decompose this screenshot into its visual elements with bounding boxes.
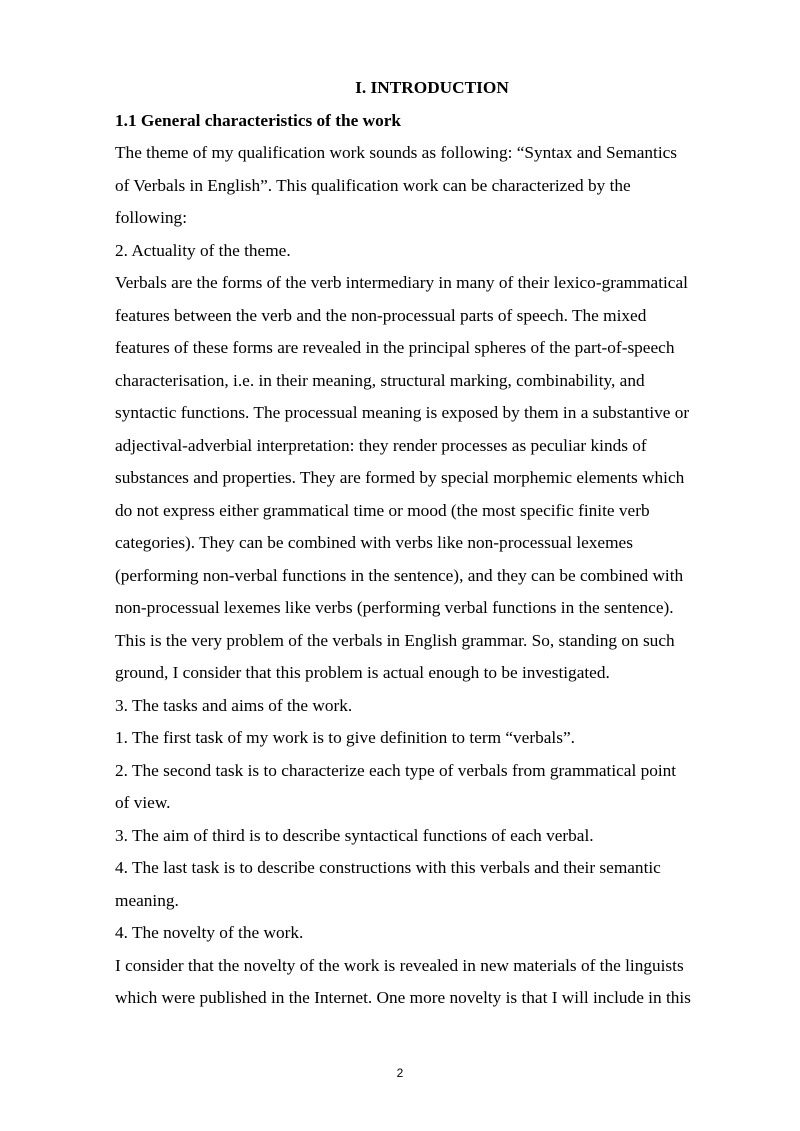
text-line: 1. The first task of my work is to give definition to term “verbals”. [115, 728, 575, 747]
text-line: syntactic functions. The processual meaning is exposed by them in a substantive or [115, 403, 690, 422]
text-line: The theme of my qualification work sounds as following: “Syntax and Semantics [115, 143, 678, 162]
page-number: 2 [396, 1066, 404, 1080]
text-line: ground, I consider that this problem is actual enough to be investigated. [115, 663, 610, 682]
text-line: 2. Actuality of the theme. [115, 240, 291, 260]
text-line: of view. [115, 793, 171, 812]
text-line: categories). They can be combined with verbs like non-processual lexemes [115, 533, 633, 552]
body-text [115, 137, 743, 1015]
text-line: substances and properties. They are formed by special morphemic elements which [115, 468, 685, 487]
text-line: non-processual lexemes like verbs (performing verbal functions in the sentence). [115, 598, 674, 617]
text-line: meaning. [115, 890, 179, 910]
text-line: 2. The second task is to characterize each type of verbals from grammatical point [115, 760, 677, 780]
text-line: characterisation, i.e. in their meaning, structural marking, combinability, and [115, 370, 645, 390]
text-line: of Verbals in English”. This qualification work can be characterized by the [115, 175, 631, 195]
text-line: 3. The aim of third is to describe syntactical functions of each verbal. [115, 825, 594, 845]
text-line: which were published in the Internet. One more novelty is that I will include in this [115, 988, 691, 1007]
text-line: features between the verb and the non-processual parts of speech. The mixed [115, 305, 647, 325]
text-line: 4. The novelty of the work. [115, 923, 304, 942]
text-line: Verbals are the forms of the verb intermediary in many of their lexico-grammatical [115, 273, 688, 292]
page-body [115, 72, 743, 1015]
text-line: features of these forms are revealed in the principal spheres of the part-of-speech [115, 338, 675, 357]
text-line: do not express either grammatical time or mood (the most specific finite verb [115, 500, 650, 520]
section-title: 1.1 General characteristics of the work [115, 110, 402, 130]
text-line: following: [115, 208, 188, 227]
text-line: 3. The tasks and aims of the work. [115, 695, 353, 715]
text-line: adjectival-adverbial interpretation: they render processes as peculiar kinds of [115, 435, 647, 455]
chapter-title: I. INTRODUCTION [355, 78, 509, 97]
text-line: This is the very problem of the verbals in English grammar. So, standing on such [115, 630, 675, 650]
text-line: 4. The last task is to describe constructions with this verbals and their semantic [115, 858, 661, 877]
text-line: (performing non-verbal functions in the sentence), and they can be combined with [115, 565, 684, 585]
text-line: I consider that the novelty of the work is revealed in new materials of the linguists [115, 955, 684, 975]
